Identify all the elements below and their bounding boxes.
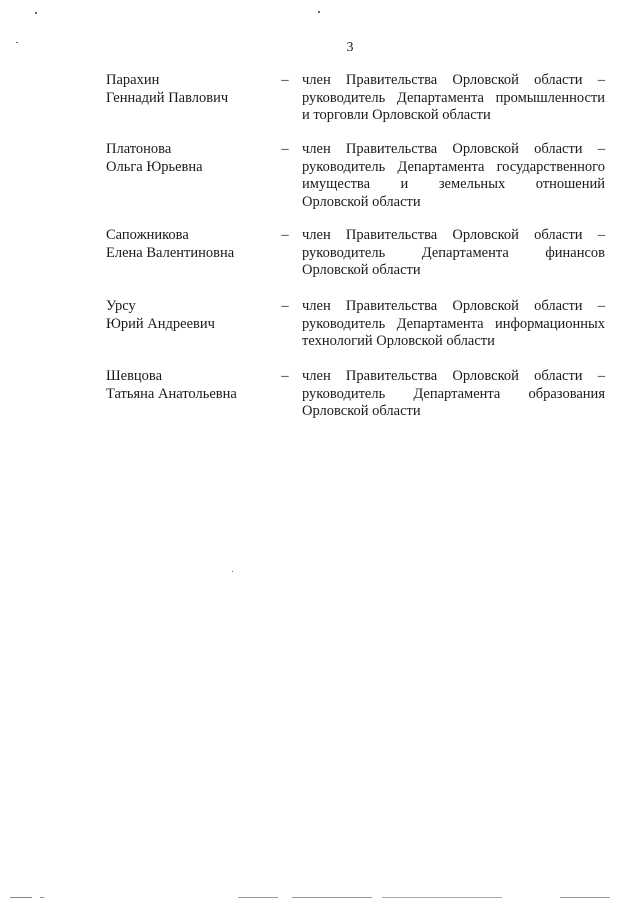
member-role bbox=[302, 298, 605, 351]
member-name bbox=[106, 227, 276, 262]
scan-speck bbox=[232, 571, 233, 572]
member-role bbox=[302, 368, 605, 421]
role-line: имущества и земельных отношений bbox=[302, 176, 605, 192]
scan-speck bbox=[382, 897, 502, 898]
role-line: член Правительства Орловской области – bbox=[302, 141, 605, 157]
separator-dash: – bbox=[281, 141, 289, 157]
member-role bbox=[302, 72, 605, 125]
role-line: технологий Орловской области bbox=[302, 333, 495, 349]
member-role bbox=[302, 227, 605, 280]
scan-speck bbox=[292, 897, 372, 898]
member-name bbox=[106, 298, 276, 333]
member-surname: Парахин bbox=[106, 72, 160, 88]
scan-speck bbox=[238, 897, 278, 898]
member-name bbox=[106, 368, 276, 403]
member-surname: Платонова bbox=[106, 141, 172, 157]
role-line: и торговли Орловской области bbox=[302, 107, 491, 123]
member-given-names: Юрий Андреевич bbox=[106, 315, 215, 332]
member-surname: Сапожникова bbox=[106, 227, 189, 243]
role-line: руководитель Департамента промышленности bbox=[302, 89, 605, 106]
page-number: 3 bbox=[346, 40, 354, 55]
role-line: член Правительства Орловской области – bbox=[302, 298, 605, 314]
member-role bbox=[302, 141, 605, 211]
separator-dash: – bbox=[281, 227, 289, 243]
member-given-names: Елена Валентиновна bbox=[106, 244, 235, 261]
role-line: руководитель Департамента образования bbox=[302, 385, 605, 402]
member-name bbox=[106, 72, 276, 107]
role-line: руководитель Департамента финансов bbox=[302, 244, 605, 261]
separator-dash: – bbox=[281, 368, 289, 384]
scan-speck bbox=[10, 897, 32, 898]
role-line: руководитель Департамента государственного bbox=[302, 158, 605, 175]
member-surname: Шевцова bbox=[106, 368, 163, 384]
scan-speck bbox=[35, 12, 37, 14]
scan-edge-marks bbox=[0, 885, 640, 905]
role-line: руководитель Департамента информационных bbox=[302, 315, 605, 332]
role-line: Орловской области bbox=[302, 262, 421, 278]
role-line: Орловской области bbox=[302, 193, 421, 210]
member-name bbox=[106, 141, 276, 176]
member-given-names: Ольга Юрьевна bbox=[106, 158, 203, 175]
role-line: член Правительства Орловской области – bbox=[302, 227, 605, 243]
member-given-names: Геннадий Павлович bbox=[106, 89, 229, 106]
scan-speck bbox=[560, 897, 610, 898]
separator-dash: – bbox=[281, 72, 289, 88]
role-line: член Правительства Орловской области – bbox=[302, 368, 605, 384]
separator-dash: – bbox=[281, 298, 289, 314]
scan-speck bbox=[318, 11, 320, 13]
role-line: член Правительства Орловской области – bbox=[302, 72, 605, 88]
member-given-names: Татьяна Анатольевна bbox=[106, 385, 237, 402]
role-line: Орловской области bbox=[302, 403, 421, 419]
member-surname: Урсу bbox=[106, 298, 136, 314]
scan-speck bbox=[40, 897, 44, 898]
